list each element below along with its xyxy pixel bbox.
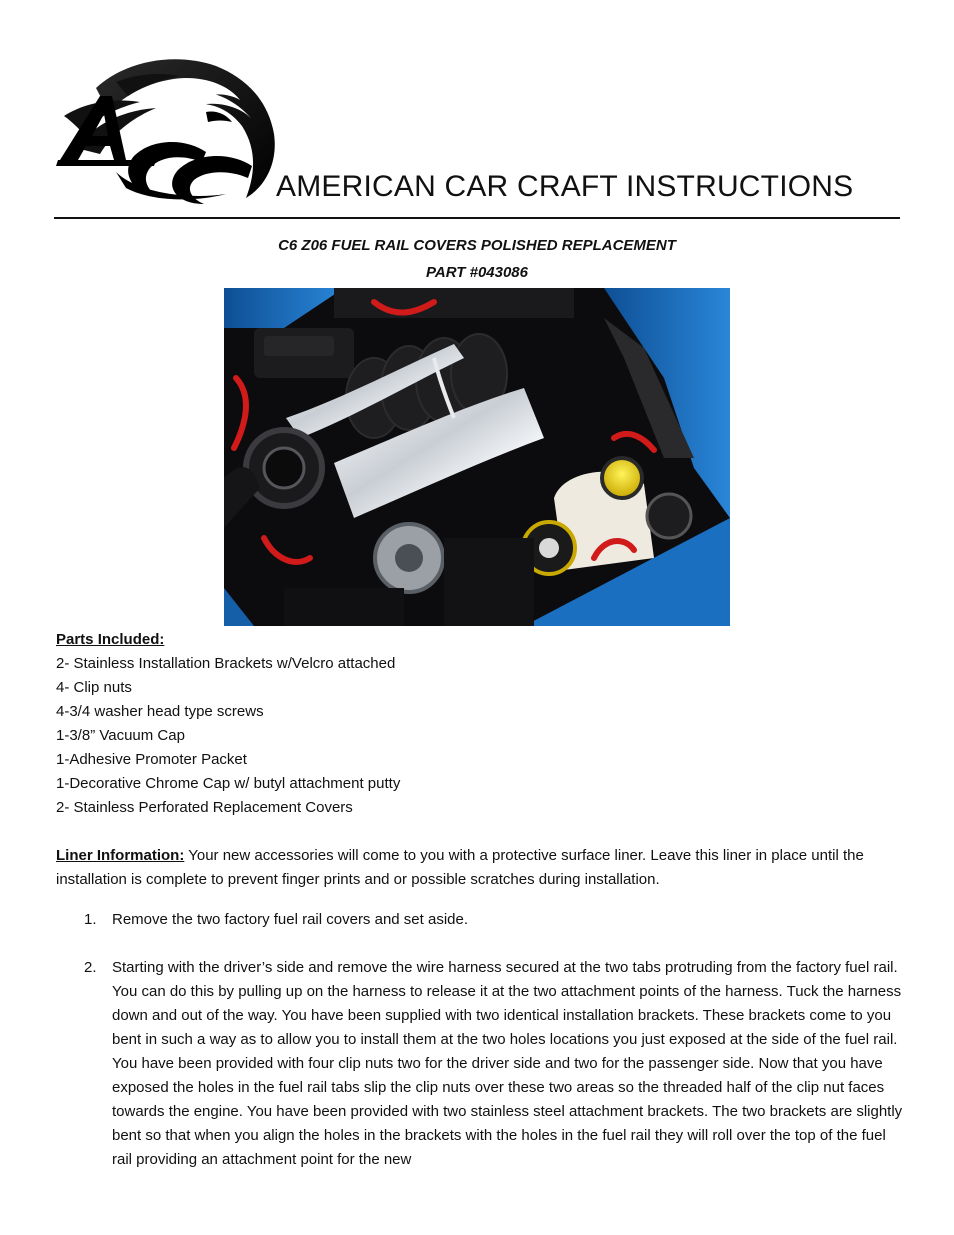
step-item [56,956,906,1172]
document-title: AMERICAN CAR CRAFT INSTRUCTIONS [276,170,854,203]
parts-item: 1-Decorative Chrome Cap w/ butyl attachment putty [56,775,401,792]
parts-item: 2- Stainless Installation Brackets w/Velcro attached [56,655,396,672]
liner-heading: Liner Information: [56,847,185,864]
liner-paragraph [56,844,906,892]
parts-item: 1-Adhesive Promoter Packet [56,751,247,768]
parts-item: 4- Clip nuts [56,679,132,696]
product-name: C6 Z06 FUEL RAIL COVERS POLISHED REPLACEMENT [278,237,676,254]
step-item [56,908,906,932]
parts-section [56,628,906,820]
instruction-steps [56,908,906,1172]
parts-item: 1-3/8” Vacuum Cap [56,727,185,744]
step-text: Remove the two factory fuel rail covers and set aside. [112,911,469,928]
step-number: 1. [84,911,97,928]
step-text: Starting with the driver’s side and remove the wire harness secured at the two tabs protruding from the factory fuel rail. You can do this by pulling up on the harness to release it at the two attachment points of the harness. Tuck the harness down and out of the way. You have been supplied with two identical installation brackets. These brackets come to you bent in such a way as to allow you to install them at the two holes locations you just exposed at the side of the fuel rail. You have been provided with four clip nuts two for the driver side and two for the passenger side. Now that you have exposed the holes in the fuel rail tabs slip the clip nuts over these two areas so the threaded half of the clip nut faces towards the engine. You have been provided with two stainless steel attachment brackets. The two brackets are slightly bent so that when you align the holes in the brackets with the holes in the fuel rail they will roll over the top of the fuel rail providing an attachment point for the new [112,959,903,1168]
part-number: PART #043086 [425,264,528,281]
liner-text: Your new accessories will come to you with a protective surface liner. Leave this liner in place until the installation is complete to prevent finger prints and or possible scratches during installation. [56,847,864,888]
acc-eagle-logo [56,52,280,204]
parts-item: 4-3/4 washer head type screws [56,703,264,720]
step-number: 2. [84,959,97,976]
engine-bay-photo [224,288,730,626]
parts-heading: Parts Included: [56,631,165,648]
header-divider [54,217,900,219]
parts-item: 2- Stainless Perforated Replacement Covers [56,799,353,816]
